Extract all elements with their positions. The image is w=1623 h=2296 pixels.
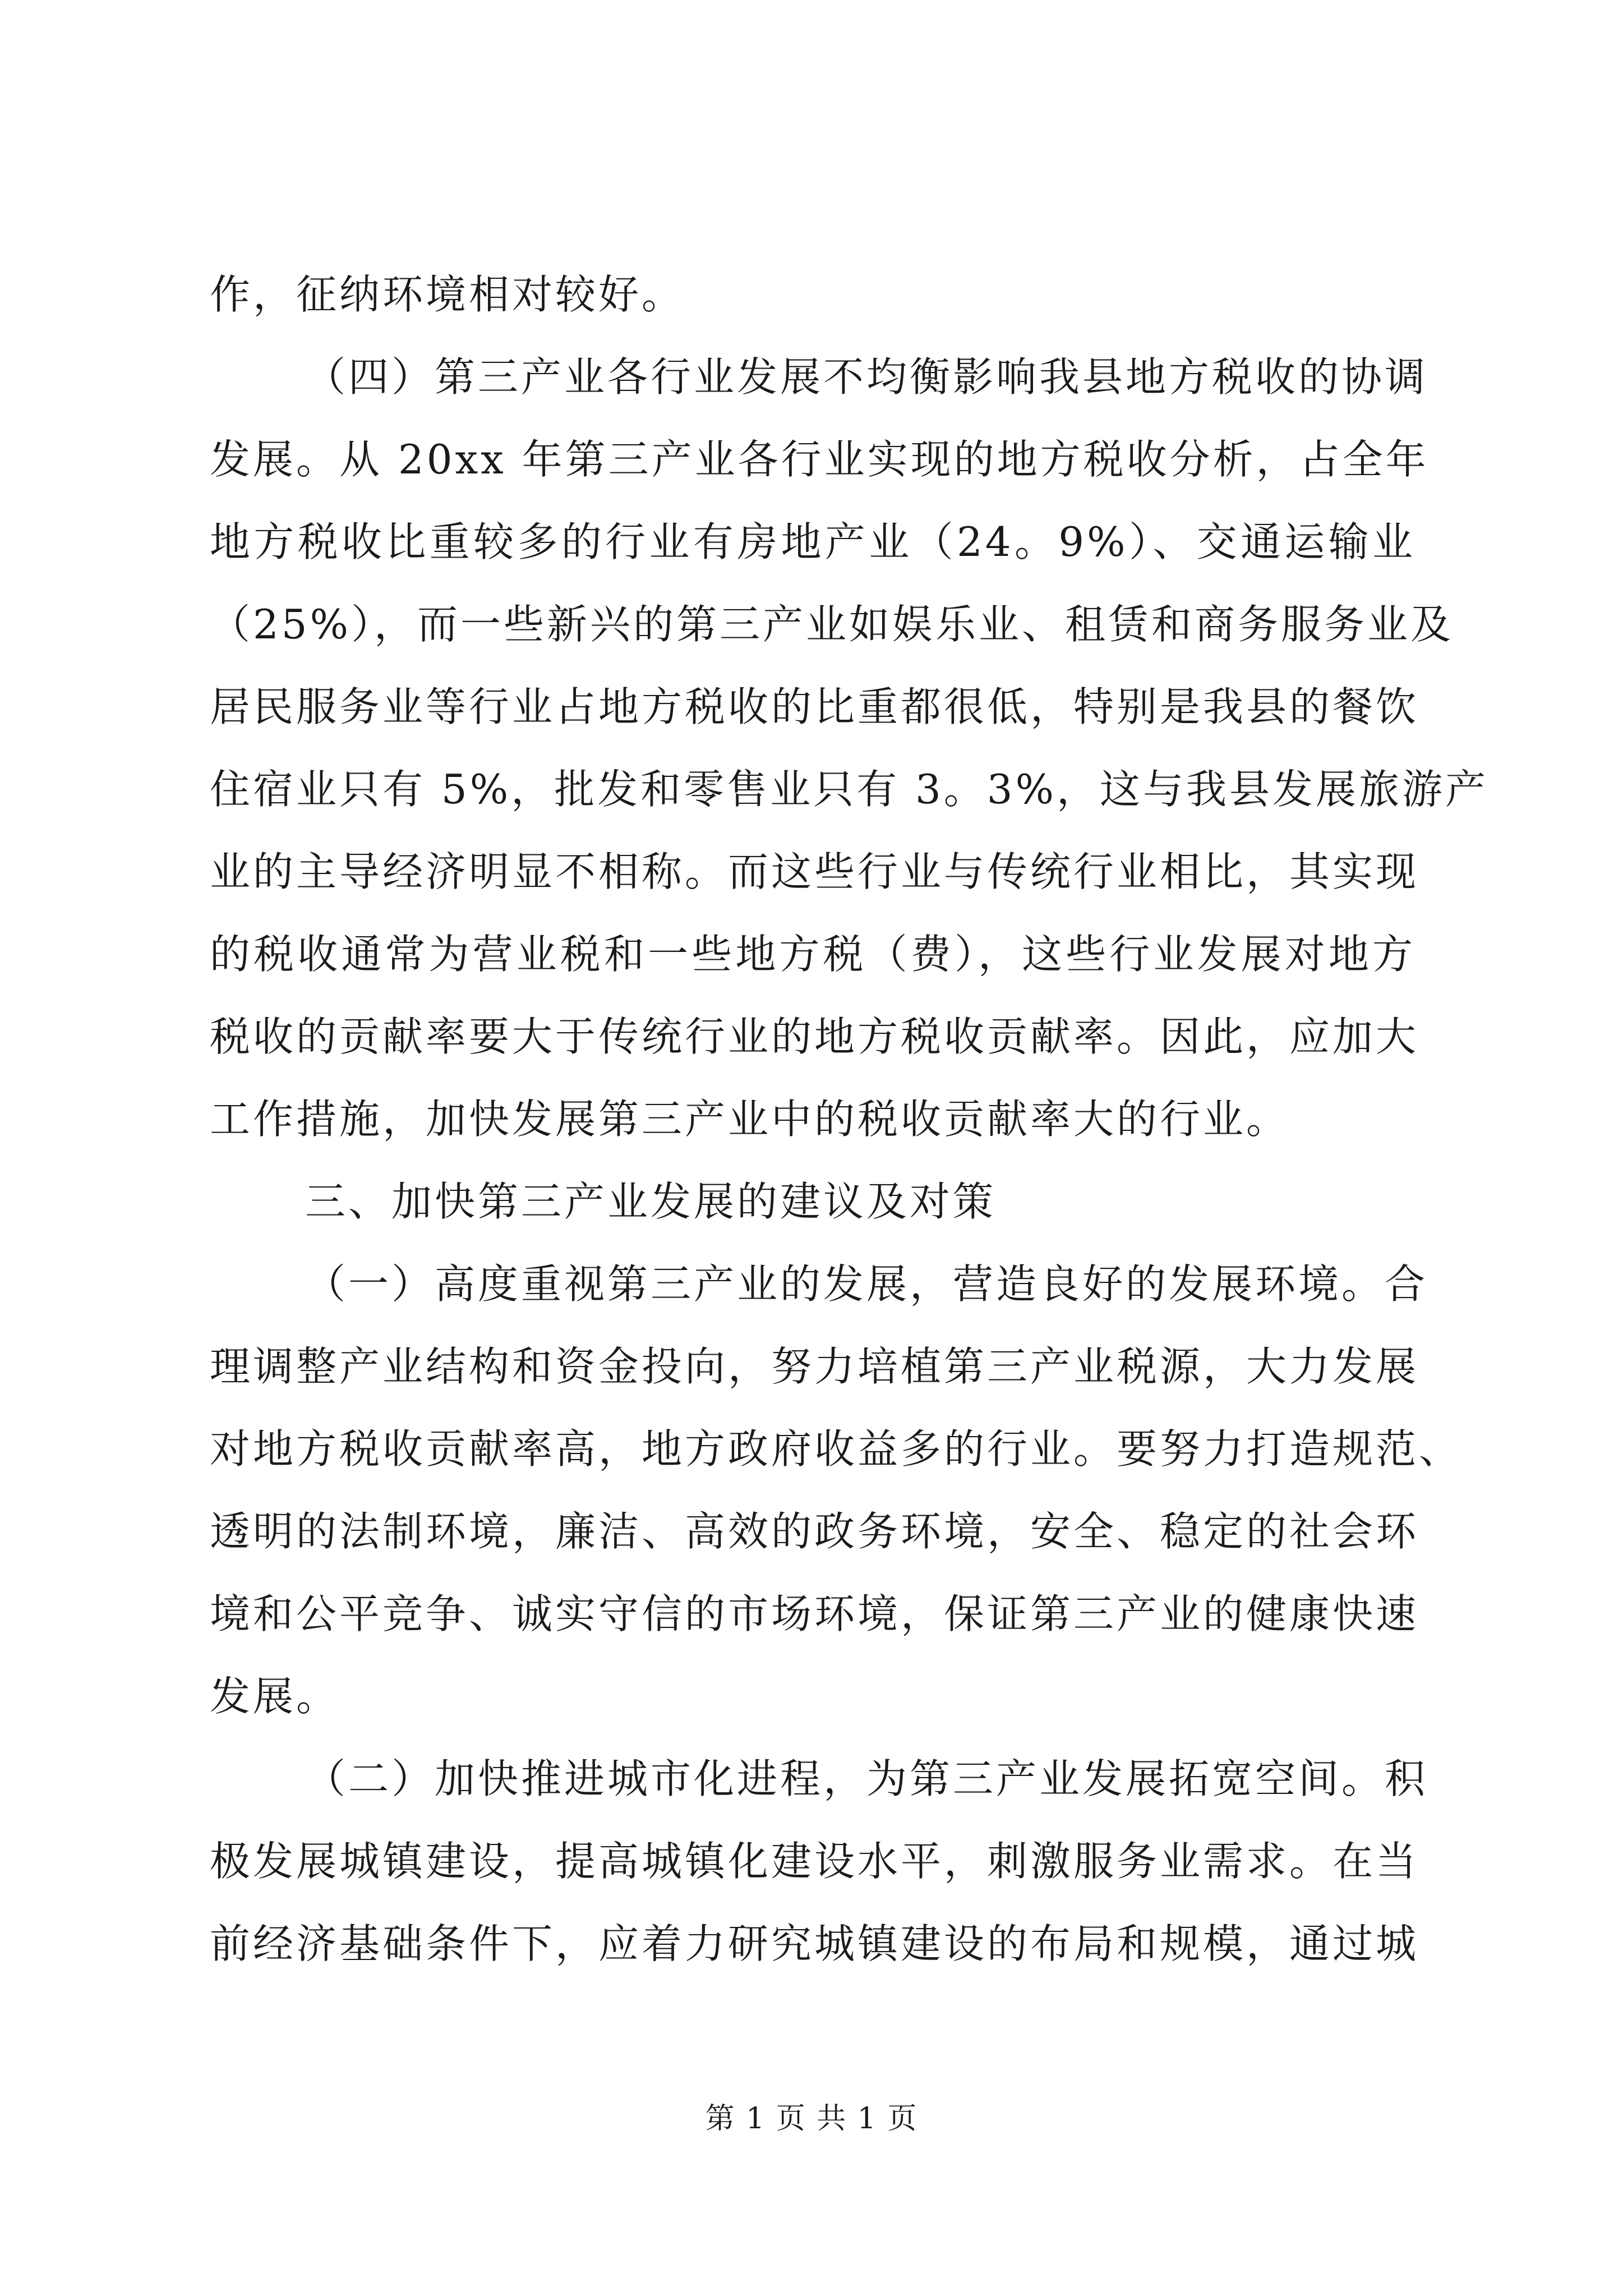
text-line: 极发展城镇建设，提高城镇化建设水平，刺激服务业需求。在当	[210, 1838, 1419, 1885]
text-line: 居民服务业等行业占地方税收的比重都很低，特别是我县的餐饮	[210, 683, 1419, 730]
text-line: 理调整产业结构和资金投向，努力培植第三产业税源，大力发展	[210, 1343, 1419, 1390]
text-line: 的税收通常为营业税和一些地方税（费），这些行业发展对地方	[210, 931, 1415, 978]
text-line: 境和公平竞争、诚实守信的市场环境，保证第三产业的健康快速	[210, 1590, 1419, 1637]
text-line: 对地方税收贡献率高，地方政府收益多的行业。要努力打造规范、	[210, 1425, 1463, 1473]
text-line: 业的主导经济明显不相称。而这些行业与传统行业相比，其实现	[210, 848, 1419, 895]
text-line: （四）第三产业各行业发展不均衡影响我县地方税收的协调	[305, 353, 1428, 401]
page-number-label: 第 1 页 共 1 页	[705, 2102, 918, 2136]
text-line: （一）高度重视第三产业的发展，营造良好的发展环境。合	[305, 1260, 1428, 1308]
text-line: 住宿业只有 5%，批发和零售业只有 3。3%，这与我县发展旅游产	[210, 766, 1489, 813]
text-line: 发展。	[210, 1673, 340, 1720]
text-line: （25%），而一些新兴的第三产业如娱乐业、租赁和商务服务业及	[210, 601, 1454, 648]
section-heading: 三、加快第三产业发展的建议及对策	[305, 1178, 997, 1225]
text-line: 税收的贡献率要大于传统行业的地方税收贡献率。因此，应加大	[210, 1013, 1419, 1060]
text-line: 透明的法制环境，廉洁、高效的政务环境，安全、稳定的社会环	[210, 1508, 1419, 1555]
page-footer	[0, 2099, 1623, 2138]
text-line: 作，征纳环境相对较好。	[210, 271, 685, 318]
text-line: 前经济基础条件下，应着力研究城镇建设的布局和规模，通过城	[210, 1920, 1419, 1967]
text-line: 工作措施，加快发展第三产业中的税收贡献率大的行业。	[210, 1096, 1290, 1143]
text-line: 地方税收比重较多的行业有房地产业（24。9%）、交通运输业	[210, 518, 1415, 565]
text-line: （二）加快推进城市化进程，为第三产业发展拓宽空间。积	[305, 1755, 1428, 1802]
document-body	[210, 254, 1489, 1985]
text-line: 发展。从 20xx 年第三产业各行业实现的地方税收分析，占全年	[210, 436, 1429, 483]
